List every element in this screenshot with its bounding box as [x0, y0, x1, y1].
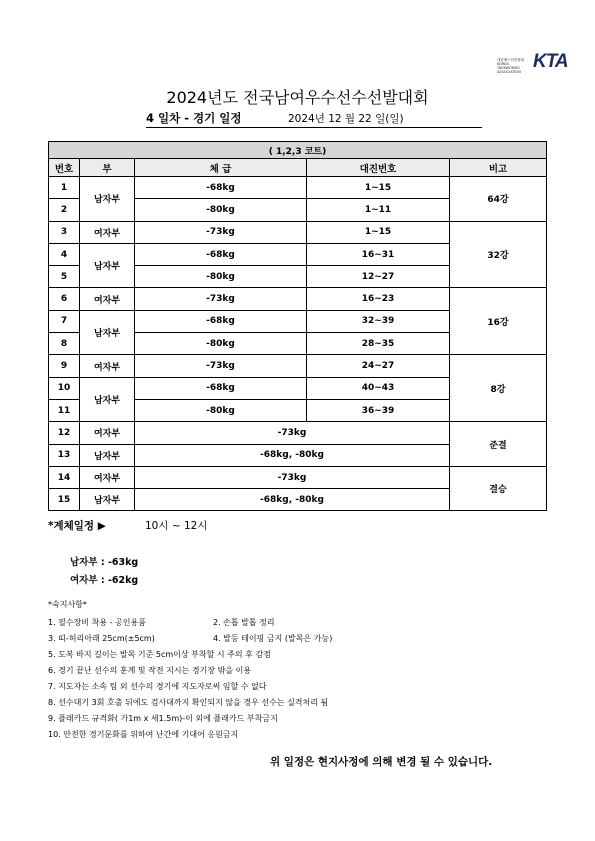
row-bracket: 1~11 — [307, 199, 450, 221]
row-no: 3 — [49, 221, 80, 243]
footer-note: 위 일정은 현지사정에 의해 변경 될 수 있습니다. — [270, 756, 493, 768]
date-label: 2024년 12 월 22 일(일) — [288, 113, 404, 125]
row-bracket: 24~27 — [307, 355, 450, 377]
row-division: 남자부 — [80, 377, 135, 422]
row-division: 여자부 — [80, 221, 135, 243]
weigh-in-women: 여자부 : -62kg — [70, 575, 139, 586]
kta-logo — [497, 51, 573, 73]
row-weight-class: -68kg, -80kg — [135, 444, 450, 466]
page-title: 2024년도 전국남여우수선수선발대회 — [166, 88, 429, 107]
row-no: 2 — [49, 199, 80, 221]
row-bracket: 16~31 — [307, 243, 450, 265]
row-weight-class: -80kg — [135, 399, 307, 421]
row-no: 10 — [49, 377, 80, 399]
court-row — [49, 142, 547, 159]
row-no: 13 — [49, 444, 80, 466]
notice-item: 10. 안전한 경기문화를 위하여 난간에 기대어 응원금지 — [48, 730, 239, 739]
row-note: 64강 — [450, 177, 547, 222]
header-bracket: 대진번호 — [307, 159, 450, 177]
row-no: 9 — [49, 355, 80, 377]
subtitle — [146, 110, 482, 128]
weigh-in-label: *계체일정 ▶ — [48, 520, 106, 532]
row-note: 16강 — [450, 288, 547, 355]
table-row — [49, 466, 547, 488]
header-row — [49, 159, 547, 177]
row-no: 5 — [49, 266, 80, 288]
table-row — [49, 221, 547, 243]
row-bracket: 1~15 — [307, 221, 450, 243]
row-bracket: 36~39 — [307, 399, 450, 421]
row-no: 11 — [49, 399, 80, 421]
row-no: 14 — [49, 466, 80, 488]
logo-mark: KTA — [533, 51, 568, 72]
row-weight-class: -80kg — [135, 333, 307, 355]
notice-item — [48, 633, 333, 644]
row-division: 여자부 — [80, 355, 135, 377]
row-bracket: 12~27 — [307, 266, 450, 288]
notice-item: 8. 선수대기 3회 호출 뒤에도 검사대까지 확인되지 않을 경우 선수는 실격처리 됨 — [48, 698, 329, 707]
table-row — [49, 355, 547, 377]
notice-item: 7. 지도자는 소속 팀 외 선수의 경기에 지도자로써 임할 수 없다 — [48, 682, 267, 691]
row-weight-class: -73kg — [135, 355, 307, 377]
day-label: 4 일차 - 경기 일정 — [146, 111, 242, 125]
schedule-table — [48, 141, 547, 511]
notice-item: 5. 도복 바지 길이는 발목 기준 5cm이상 부착할 시 주의 후 감점 — [48, 650, 271, 659]
weigh-in-schedule — [48, 518, 208, 533]
row-weight-class: -80kg — [135, 199, 307, 221]
row-note: 8강 — [450, 355, 547, 422]
notice-item-text: 4. 발등 테이핑 금지 (발목은 가능) — [213, 634, 333, 643]
row-no: 4 — [49, 243, 80, 265]
row-note: 준결 — [450, 422, 547, 467]
header-division: 부 — [80, 159, 135, 177]
logo-org-text: 대한배드민턴협회 KOREA TAEKWONDO ASSOCIATION — [497, 58, 525, 74]
row-division: 남자부 — [80, 243, 135, 288]
row-bracket: 1~15 — [307, 177, 450, 199]
notice-heading: *숙지사항* — [48, 600, 87, 609]
row-weight-class: -73kg — [135, 288, 307, 310]
row-weight-class: -73kg — [135, 221, 307, 243]
row-no: 8 — [49, 333, 80, 355]
row-note: 32강 — [450, 221, 547, 288]
row-weight-class: -68kg, -80kg — [135, 489, 450, 511]
row-division: 여자부 — [80, 422, 135, 444]
row-weight-class: -68kg — [135, 377, 307, 399]
row-bracket: 28~35 — [307, 333, 450, 355]
row-division: 남자부 — [80, 177, 135, 222]
row-division: 남자부 — [80, 489, 135, 511]
court-label: ( 1,2,3 코트) — [49, 142, 547, 159]
weigh-in-hours: 10시 ~ 12시 — [145, 520, 208, 532]
row-bracket: 16~23 — [307, 288, 450, 310]
header-weight-class: 체 급 — [135, 159, 307, 177]
row-weight-class: -73kg — [135, 466, 450, 488]
notice-item: 6. 경기 끝난 선수의 훈계 및 작전 지시는 경기장 밖을 이용 — [48, 666, 252, 675]
notice-item: 9. 플래카드 규격화( 가1m x 세1.5m)-이 외에 플래카드 부착금지 — [48, 714, 278, 723]
row-no: 12 — [49, 422, 80, 444]
row-division: 여자부 — [80, 288, 135, 310]
header-no: 번호 — [49, 159, 80, 177]
table-row — [49, 177, 547, 199]
row-weight-class: -68kg — [135, 243, 307, 265]
row-bracket: 40~43 — [307, 377, 450, 399]
row-division: 남자부 — [80, 310, 135, 355]
weigh-in-men: 남자부 : -63kg — [70, 557, 139, 568]
row-no: 7 — [49, 310, 80, 332]
notice-item-text: 2. 손톱 발톱 정리 — [213, 618, 275, 627]
row-weight-class: -68kg — [135, 177, 307, 199]
row-weight-class: -73kg — [135, 422, 450, 444]
table-row — [49, 422, 547, 444]
row-no: 1 — [49, 177, 80, 199]
header-note: 비고 — [450, 159, 547, 177]
notice-item-text: 1. 필수장비 착용 - 공인용품 — [48, 618, 146, 627]
table-row — [49, 288, 547, 310]
row-division: 남자부 — [80, 444, 135, 466]
row-weight-class: -80kg — [135, 266, 307, 288]
row-bracket: 32~39 — [307, 310, 450, 332]
row-note: 결승 — [450, 466, 547, 511]
notice-item — [48, 617, 275, 628]
row-division: 여자부 — [80, 466, 135, 488]
notice-item-text: 3. 띠-허리아래 25cm(±5cm) — [48, 634, 155, 643]
row-no: 6 — [49, 288, 80, 310]
row-weight-class: -68kg — [135, 310, 307, 332]
row-no: 15 — [49, 489, 80, 511]
